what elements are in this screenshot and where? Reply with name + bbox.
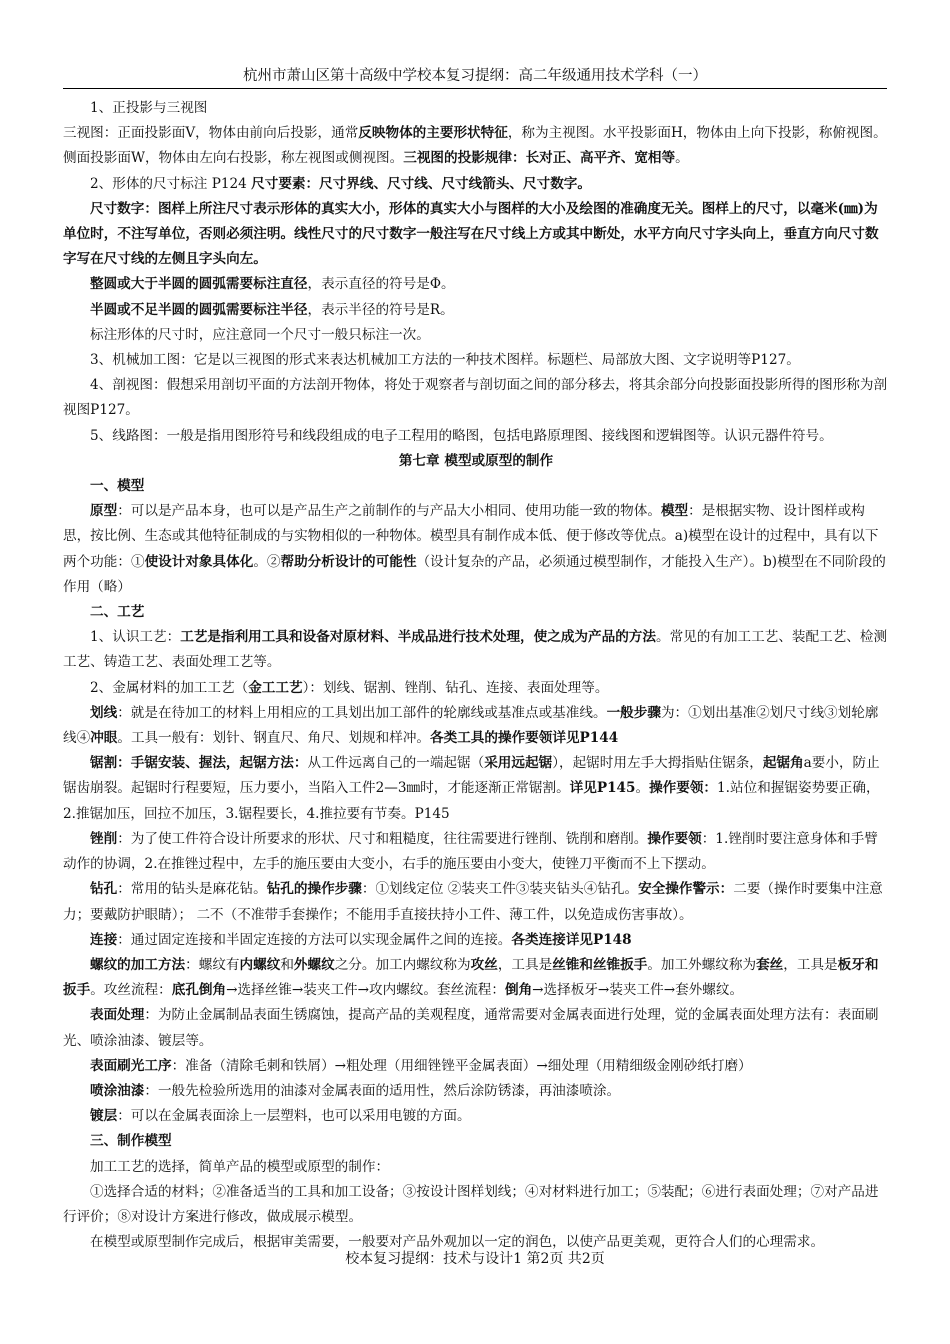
paragraph-p12: [63, 625, 889, 675]
bold-run: 操作要领: [647, 830, 702, 847]
bold-run: 起锯角: [762, 755, 804, 772]
bold-run: 冲眼: [90, 730, 118, 747]
text-run: ，表示直径的符号是Φ。: [307, 276, 455, 293]
text-run: ：①划线定位 ②装夹工件③装夹钻头④钻孔。: [361, 881, 639, 898]
text-run: ：可以是产品本身，也可以是产品生产之前制作的与产品大小相同、使用功能一致的物体。: [117, 503, 661, 520]
document-body: [63, 96, 889, 1255]
text-run: 。常见的有加工工艺、装配工艺、检测工艺、铸造工艺、表面处理工艺等。: [63, 629, 888, 671]
paragraph-p3: [63, 172, 889, 197]
text-run: ：螺纹有: [185, 956, 240, 973]
bold-run: 镀层: [90, 1108, 118, 1125]
paragraph-p1: 1、正投影与三视图: [90, 100, 208, 116]
section-heading: 三、制作模型: [90, 1133, 172, 1150]
text-run: ），起锯时用左手大拇指贴住锯条，: [552, 755, 763, 772]
bold-run: 尺寸数字：图样上所注尺寸表示形体的真实大小，形体的真实大小与图样的大小及绘图的准确度无关。图样上的尺寸，以毫米(㎜)为单位时，不注写单位，否则必须注明。线性尺寸的尺寸数字一般注写在尺寸线上方或其中断处，水平方向尺寸字头向上，垂直方向尺寸数字写在尺寸线的左侧且字头向左。: [63, 200, 879, 268]
text-run: ，表示半径的符号是R。: [307, 301, 454, 318]
bold-run: 表面处理: [90, 1007, 145, 1024]
paragraph-p26: 在模型或原型制作完成后，根据审美需要，一般要对产品外观加以一定的润色，以使产品更美观，更符合人们的心理需求。: [90, 1234, 825, 1251]
bold-run: 板牙和扳手: [63, 956, 879, 999]
bold-run: 模型: [660, 503, 689, 520]
paragraph-p4: [63, 197, 889, 273]
bold-run: 尺寸要素：尺寸界线、尺寸线、尺寸线箭头、尺寸数字。: [251, 175, 591, 192]
text-run: 。工具一般有：划针、钢直尺、角尺、划规和样冲。: [117, 730, 431, 747]
bold-run: 一般步骤: [606, 704, 661, 721]
paragraph-p20: [63, 1003, 889, 1053]
paragraph-p14: [63, 701, 889, 751]
text-run: 为：①划出基准②划尺寸线③划轮廓线④: [63, 704, 879, 747]
bold-run: 喷涂油漆: [90, 1082, 145, 1099]
text-run: 2、金属材料的加工工艺（: [90, 679, 249, 696]
text-run: →选择丝锥→装夹工件→攻内螺纹。套丝流程：: [226, 982, 505, 999]
text-run: ：一般先检验所选用的油漆对金属表面的适用性，然后涂防锈漆，再油漆喷涂。: [144, 1082, 621, 1099]
text-run: 。攻丝流程：: [90, 982, 172, 999]
paragraph-p10: 5、线路图：一般是指用图形符号和线段组成的电子工程用的略图，包括电路原理图、接线图和逻辑图等。认识元器件符号。: [90, 427, 833, 444]
paragraph-p13: [63, 676, 889, 701]
bold-run: 操作要领：: [649, 780, 718, 797]
text-run: a要小，防止锯齿崩裂。起锯时行程要短，压力要小，当陷入工件2—3㎜时，才能逐渐正常锯割。: [63, 755, 880, 797]
text-run: ：可以在金属表面涂上一层塑料，也可以采用电镀的方面。: [117, 1108, 471, 1125]
text-run: 三视图：正面投影面V，物体由前向后投影，通常: [63, 125, 359, 142]
paragraph-p2: [63, 121, 889, 171]
bold-run: 划线: [90, 704, 118, 721]
paragraph-p6: [63, 298, 889, 323]
text-run: ：常用的钻头是麻花钻。: [117, 881, 267, 898]
paragraph-p7: 标注形体的尺寸时，应注意同一个尺寸一般只标注一次。: [90, 326, 430, 343]
paragraph-p22: [63, 1079, 889, 1104]
bold-run: 倒角: [504, 982, 533, 999]
bold-run: 螺纹的加工方法: [90, 956, 186, 973]
text-run: ：准备（清除毛刺和铁屑）→粗处理（用细锉锉平金属表面）→细处理（用精细级金刚砂纸打磨）: [171, 1057, 752, 1074]
text-run: 二要（操作时要集中注意力；要戴防护眼睛）； 二不（不准带手套操作；不能用手直接扶持小工件、薄工件，以免造成伤害事故）。: [63, 881, 883, 923]
text-run: ）：划线、锯割、锉削、钻孔、连接、表面处理等。: [302, 679, 609, 696]
text-run: ，称为主视图。水平投影面H，物体由上向下投影，称俯视图。侧面投影面W，物体由左向右投影，称左视图或侧视图。: [63, 125, 887, 167]
bold-run: 各类连接详见P148: [511, 931, 632, 948]
paragraph-p24: 加工工艺的选择，简单产品的模型或原型的制作：: [90, 1158, 390, 1175]
paragraph-p8: 3、机械加工图：它是以三视图的形式来表达机械加工方法的一种技术图样。标题栏、局部放大图、文字说明等P127。: [90, 352, 800, 369]
page-footer: 校本复习提纲：技术与设计1 第2页 共2页: [345, 1251, 605, 1267]
bold-run: 三视图的投影规律：长对正、高平齐、宽相等: [403, 150, 676, 167]
bold-run: 底孔倒角: [171, 982, 227, 999]
paragraph-p21: [63, 1054, 889, 1079]
paragraph-p19: [63, 953, 889, 1003]
text-run: 。②: [253, 553, 281, 570]
bold-run: 表面刷光工序: [90, 1057, 172, 1074]
paragraph-p17: [63, 877, 889, 927]
paragraph-p18: [63, 928, 889, 953]
bold-run: 连接: [90, 931, 118, 948]
bold-run: 安全操作警示：: [638, 881, 734, 898]
bold-run: 原型: [90, 503, 118, 520]
text-run: 。: [635, 780, 650, 797]
chapter-title: 第七章 模型或原型的制作: [398, 452, 554, 469]
bold-run: 钻孔: [90, 881, 118, 898]
bold-run: 使设计对象具体化: [144, 553, 254, 570]
paragraph-p11: [63, 499, 889, 600]
paragraph-p25: ①选择合适的材料；②准备适当的工具和加工设备；③按设计图样划线；④对材料进行加工；⑤装配；⑥进行表面处理；⑦对产品进行评价；⑧对设计方案进行修改，做成展示模型。: [63, 1183, 879, 1225]
text-run: ，工具是: [783, 956, 838, 973]
text-run: 1.站位和握锯姿势要正确，2.推锯加压，回拉不加压，3.锯程要长，4.推拉要有节奏。P145: [63, 780, 880, 822]
bold-run: 内螺纹: [239, 956, 281, 973]
bold-run: 反映物体的主要形状特征: [358, 125, 508, 142]
text-run: 从工件远离自己的一端起锯（: [307, 755, 485, 772]
bold-run: 锉削: [90, 830, 118, 847]
text-run: 2、形体的尺寸标注 P124: [90, 175, 252, 192]
text-run: 1、认识工艺：: [90, 629, 181, 646]
text-run: 。加工外螺纹称为: [647, 956, 757, 973]
bold-run: 整圆或大于半圆的圆弧需要标注直径: [90, 276, 308, 293]
bold-run: 采用远起锯: [484, 755, 553, 772]
text-run: 。: [675, 150, 689, 167]
bold-run: 攻丝: [470, 956, 498, 973]
text-run: ：是根据实物、设计图样或构思，按比例、生态或其他特征制成的与实物相似的一种物体。模型具有制作成本低、便于修改等优点。a)模型在设计的过程中，具有以下两个功能：①: [63, 503, 879, 570]
text-run: ：为防止金属制品表面生锈腐蚀，提高产品的美观程度，通常需要对金属表面进行处理，觉的金属表面处理方法有：表面刷光、喷涂油漆、镀层等。: [63, 1007, 879, 1049]
text-run: 之分。加工内螺纹称为: [334, 956, 471, 973]
section-heading: 二、工艺: [90, 604, 145, 621]
text-run: →选择板牙→装夹工件→套外螺纹。: [532, 982, 744, 999]
text-run: ：通过固定连接和半固定连接的方法可以实现金属件之间的连接。: [117, 931, 512, 948]
text-run: （设计复杂的产品，必须通过模型制作，才能投入生产）。b)模型在不同阶段的作用（略）: [63, 553, 886, 595]
bold-run: 外螺纹: [293, 956, 335, 973]
paragraph-p23: [63, 1104, 889, 1129]
text-run: 和: [280, 956, 294, 973]
bold-run: 丝锥和丝锥扳手: [552, 956, 648, 973]
paragraph-p15: [63, 751, 889, 827]
bold-run: 半圆或不足半圆的圆弧需要标注半径: [90, 301, 308, 318]
text-run: ：1.锉削时要注意身体和手臂动作的协调，2.在推锉过程中，左手的施压要由大变小，右手的施压要由小变大，使锉刀平衡而不上下摆动。: [63, 830, 878, 873]
bold-run: 各类工具的操作要领详见P144: [430, 730, 619, 747]
bold-run: 钻孔的操作步骤: [266, 881, 362, 898]
bold-run: 工艺是指利用工具和设备对原材料、半成品进行技术处理，使之成为产品的方法: [180, 629, 656, 646]
paragraph-p9: 4、剖视图：假想采用剖切平面的方法剖开物体，将处于观察者与剖切面之间的部分移去，将其余部分向投影面投影所得的图形称为剖视图P127。: [63, 377, 888, 419]
section-heading: 一、模型: [90, 478, 145, 495]
bold-run: 金工工艺: [248, 679, 303, 696]
text-run: ：就是在待加工的材料上用相应的工具划出加工部件的轮廓线或基准点或基准线。: [117, 704, 607, 721]
paragraph-p5: [63, 272, 889, 297]
page-header: 杭州市萧山区第十高级中学校本复习提纲：高二年级通用技术学科（一）: [63, 64, 887, 89]
bold-run: 详见P145: [569, 780, 636, 797]
paragraph-p16: [63, 827, 889, 877]
bold-run: 锯割：手锯安装、握法，起锯方法：: [90, 755, 308, 772]
text-run: ，工具是: [497, 956, 553, 973]
text-run: ：为了使工件符合设计所要求的形状、尺寸和粗糙度，往往需要进行锉削、铣削和磨削。: [117, 830, 648, 847]
bold-run: 套丝: [756, 956, 784, 973]
bold-run: 帮助分析设计的可能性: [280, 553, 417, 570]
